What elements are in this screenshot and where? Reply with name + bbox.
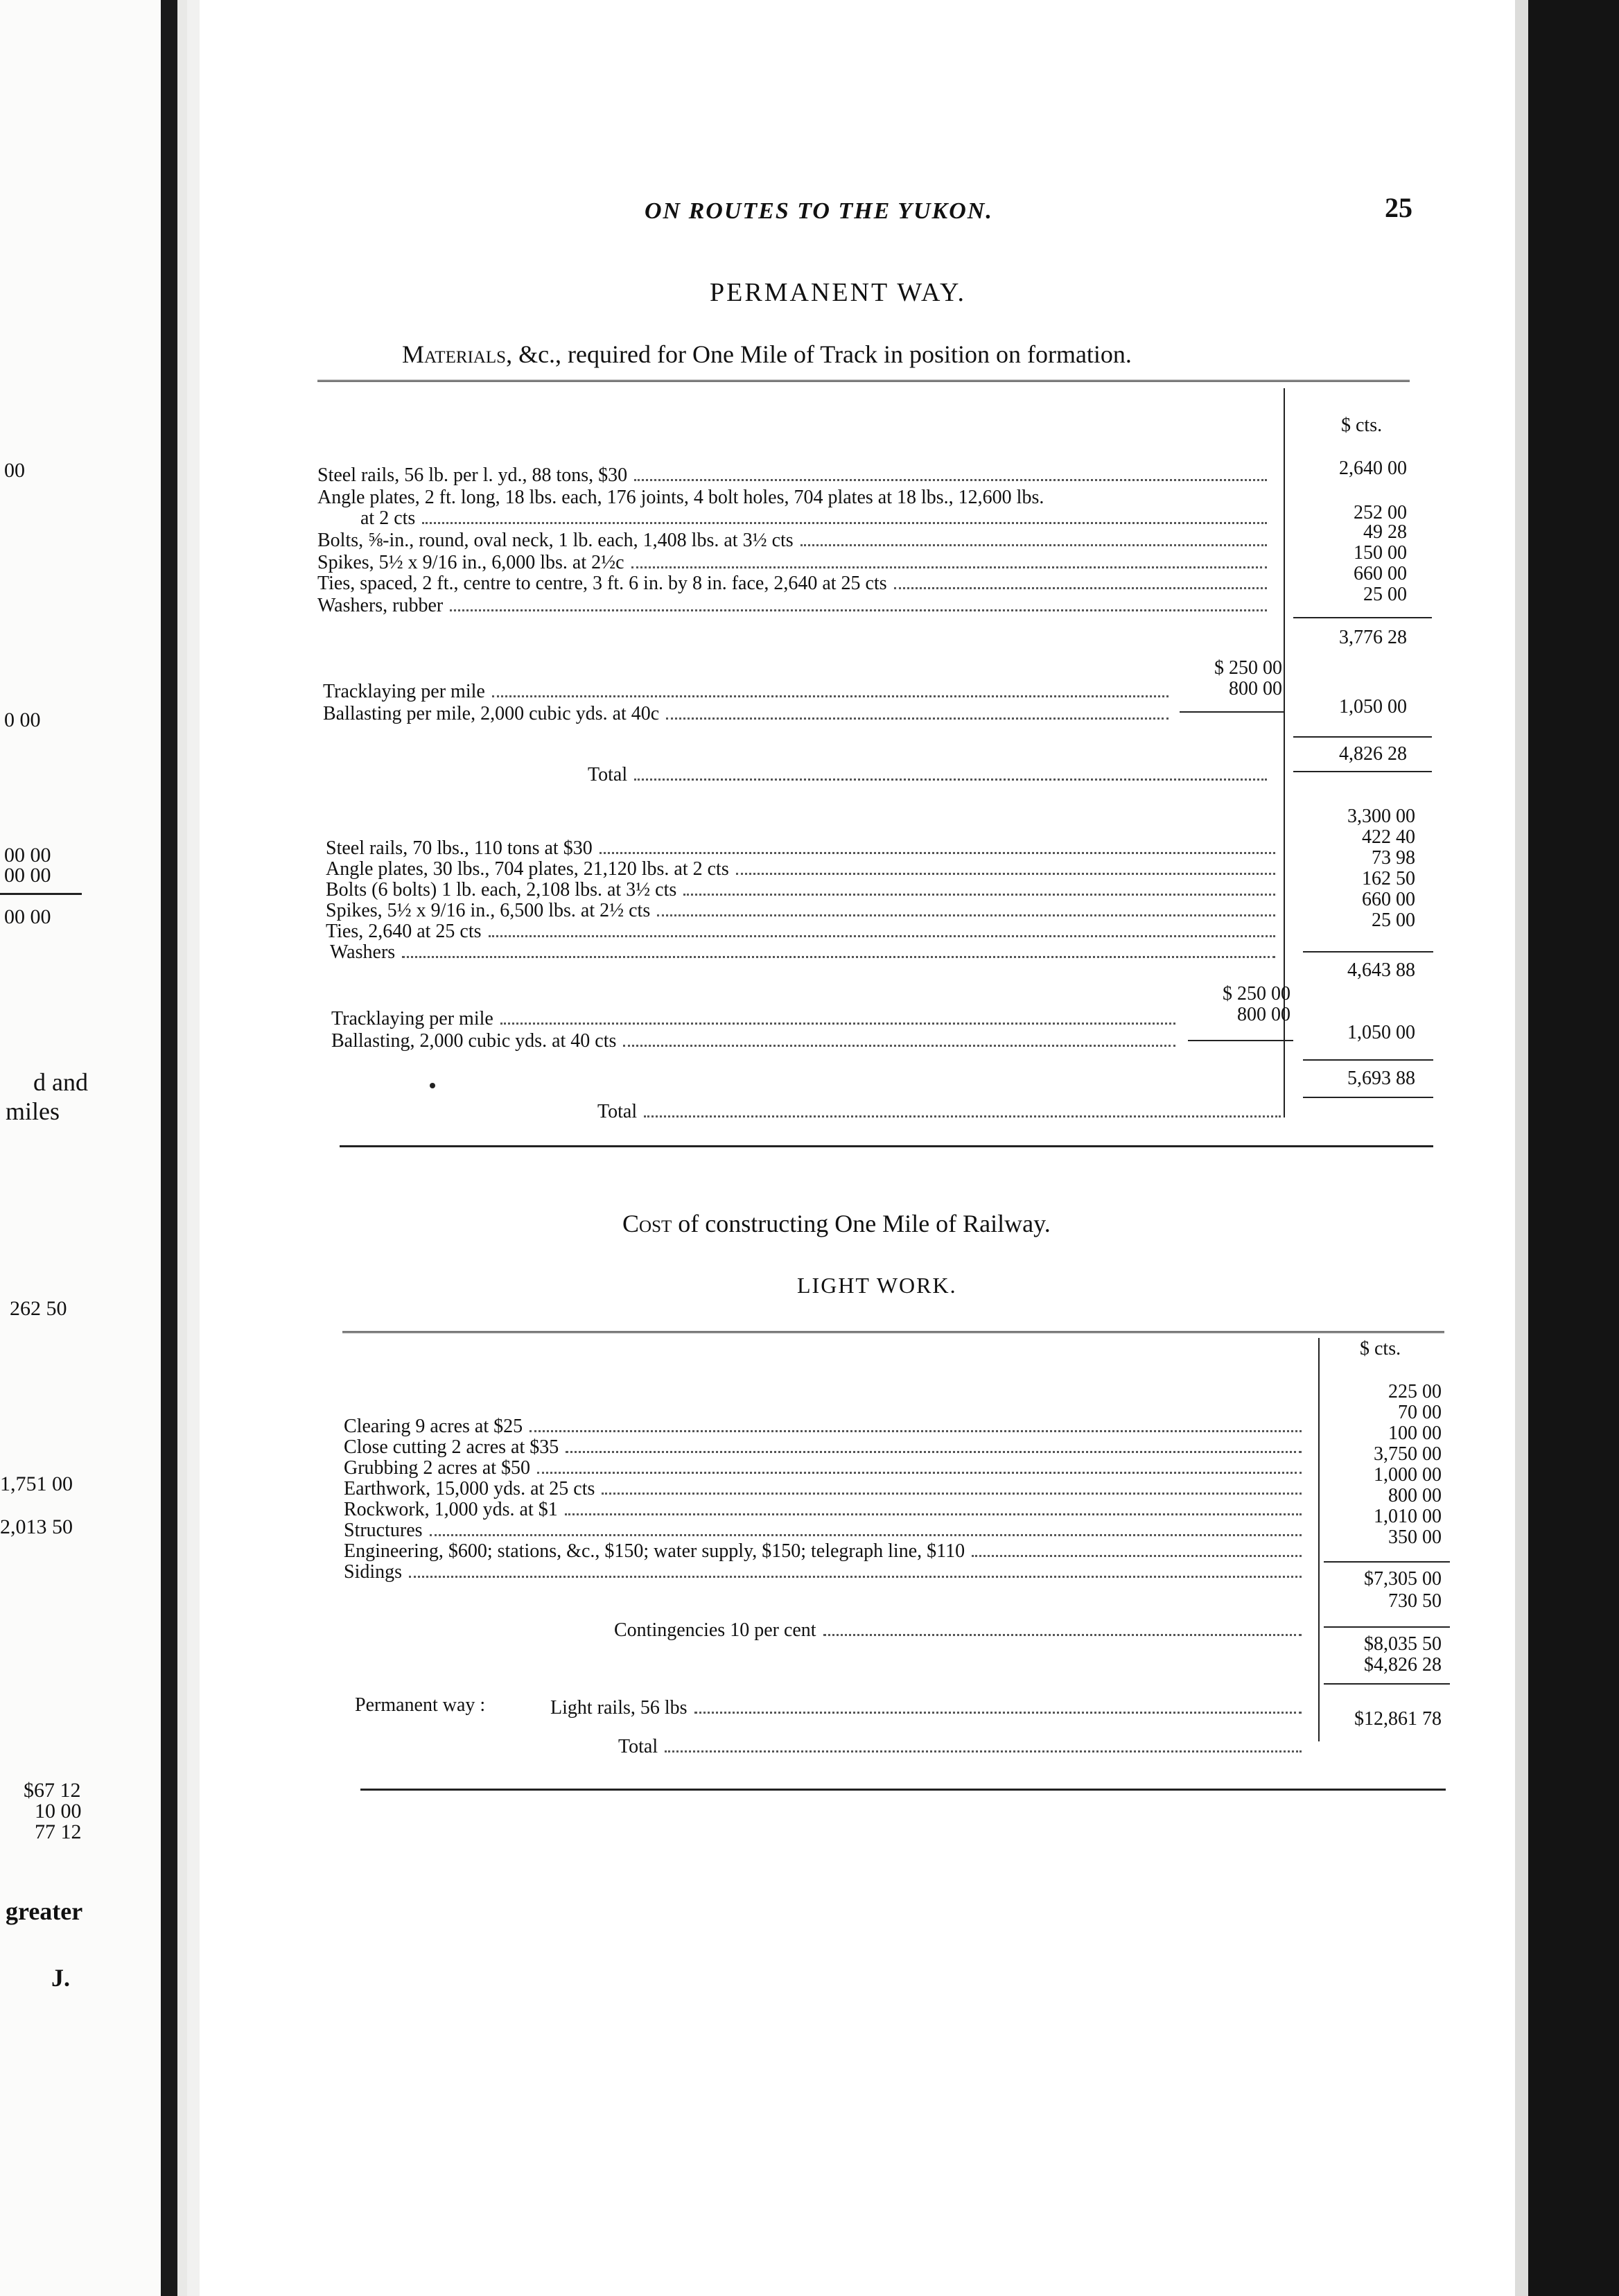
sum-rule	[1293, 736, 1432, 738]
table-row: Spikes, 5½ x 9/16 in., 6,500 lbs. at 2½ cts	[326, 898, 1282, 922]
row-amount: 25 00	[1372, 910, 1415, 931]
left-fragment: 77 12	[35, 1820, 82, 1843]
row-amount: 162 50	[1362, 868, 1415, 889]
row-amount: 150 00	[1354, 542, 1407, 564]
table-row: Sidings	[344, 1560, 1309, 1583]
left-fragment: 262 50	[10, 1297, 67, 1320]
total-row: Total	[588, 763, 1274, 786]
table-row: Ties, 2,640 at 25 cts	[326, 919, 1282, 943]
column-header: $ cts.	[1360, 1338, 1401, 1359]
table-row: Structures	[344, 1518, 1309, 1542]
column-divider	[1318, 1338, 1320, 1741]
left-fragment: 00	[4, 459, 25, 482]
row-amount: 422 40	[1362, 826, 1415, 848]
left-fragment: d and	[33, 1068, 88, 1096]
page-right-margin	[1515, 0, 1528, 2296]
sum-rule	[1303, 1059, 1433, 1061]
subtitle-rest: , &c., required for One Mile of Track in position on formation.	[506, 340, 1132, 368]
table-row: Tracklaying per mile	[331, 1007, 1182, 1030]
total-row: Total	[597, 1099, 1288, 1123]
row-amount: 225 00	[1388, 1381, 1442, 1402]
table-row: Steel rails, 56 lb. per l. yd., 88 tons, $30	[317, 463, 1274, 487]
total-rule	[1303, 1097, 1433, 1098]
row-amount: 660 00	[1354, 563, 1407, 584]
permanent-way-amount: $4,826 28	[1364, 1654, 1442, 1676]
left-fragment: 00 00	[4, 864, 51, 887]
table-row: Rockwork, 1,000 yds. at $1	[344, 1497, 1309, 1521]
labour-amount: 800 00	[1229, 678, 1282, 699]
row-amount: 1,010 00	[1374, 1506, 1442, 1527]
section-end-rule	[360, 1789, 1446, 1791]
total-amount: 4,826 28	[1339, 743, 1407, 765]
row-amount: 49 28	[1363, 521, 1407, 543]
subtotal-amount: $7,305 00	[1364, 1568, 1442, 1590]
total-amount: $12,861 78	[1354, 1708, 1442, 1730]
page-shadow	[187, 0, 200, 2296]
subtotal-amount: 3,776 28	[1339, 627, 1407, 648]
construction-title	[622, 1209, 1051, 1238]
left-rule	[0, 893, 82, 895]
labour-amount: 800 00	[1237, 1004, 1290, 1025]
contingencies-row: Contingencies 10 per cent	[614, 1618, 1309, 1642]
table-row: Bolts (6 bolts) 1 lb. each, 2,108 lbs. at 3½ cts	[326, 878, 1282, 901]
section-title: PERMANENT WAY.	[710, 278, 967, 307]
row-amount: 73 98	[1372, 847, 1415, 869]
page-number: 25	[1385, 192, 1412, 223]
sum-rule	[1324, 1683, 1450, 1685]
contingencies-amount: 730 50	[1388, 1590, 1442, 1612]
left-fragment: 0 00	[4, 708, 41, 731]
table-row: Steel rails, 70 lbs., 110 tons at $30	[326, 836, 1282, 860]
table-row: Angle plates, 30 lbs., 704 plates, 21,120 lbs. at 2 cts	[326, 857, 1282, 880]
left-fragment: 1,751 00	[0, 1472, 73, 1495]
permanent-way-label: Permanent way :	[355, 1694, 486, 1716]
row-amount: 2,640 00	[1339, 458, 1407, 479]
table-row: Ties, spaced, 2 ft., centre to centre, 3 ft. 6 in. by 8 in. face, 2,640 at 25 cts	[317, 571, 1274, 595]
labour-total: 1,050 00	[1339, 696, 1407, 718]
column-header: $ cts.	[1341, 415, 1383, 436]
table-row: Washers	[330, 940, 1282, 964]
row-amount: 1,000 00	[1374, 1464, 1442, 1486]
table-row: Washers, rubber	[317, 593, 1274, 617]
left-fragment: 2,013 50	[0, 1515, 73, 1538]
section-subtitle	[402, 340, 1132, 369]
table-row: at 2 cts	[360, 506, 1274, 530]
labour-rule	[1188, 1040, 1293, 1041]
running-title: ON ROUTES TO THE YUKON.	[645, 198, 993, 224]
table-top-rule	[342, 1331, 1444, 1336]
table-row: Ballasting, 2,000 cubic yds. at 40 cts	[331, 1029, 1182, 1052]
book-spine-edge	[161, 0, 177, 2296]
row-amount: 70 00	[1398, 1402, 1442, 1423]
table-row: Engineering, $600; stations, &c., $150; water supply, $150; telegraph line, $110	[344, 1539, 1309, 1563]
table-row: Close cutting 2 acres at $35	[344, 1435, 1309, 1459]
row-amount: 3,300 00	[1347, 806, 1415, 827]
left-fragment: greater	[6, 1897, 83, 1925]
sum-rule	[1293, 617, 1432, 618]
table-row: Grubbing 2 acres at $50	[344, 1456, 1309, 1479]
scan-right-edge	[1528, 0, 1619, 2296]
table-row: Spikes, 5½ x 9/16 in., 6,000 lbs. at 2½c	[317, 550, 1274, 574]
construction-title-rest: of constructing One Mile of Railway.	[672, 1210, 1051, 1237]
row-amount: 252 00	[1354, 502, 1407, 523]
sum-rule	[1303, 951, 1433, 953]
construction-subtitle: LIGHT WORK.	[797, 1273, 957, 1298]
subtotal-amount: 4,643 88	[1347, 959, 1415, 981]
labour-rule	[1180, 711, 1284, 713]
total-row: Total	[618, 1734, 1309, 1758]
left-fragment: 00 00	[4, 844, 51, 867]
left-page-strip	[0, 0, 161, 2296]
row-amount: 350 00	[1388, 1527, 1442, 1548]
row-amount: 800 00	[1388, 1485, 1442, 1506]
table-top-rule	[317, 380, 1410, 385]
table-row: Bolts, ⅝-in., round, oval neck, 1 lb. each, 1,408 lbs. at 3½ cts	[317, 528, 1274, 552]
row-amount: 100 00	[1388, 1423, 1442, 1444]
row-amount: 25 00	[1363, 584, 1407, 605]
left-fragment: $67 12	[24, 1779, 81, 1802]
table-row: Ballasting per mile, 2,000 cubic yds. at 40c	[323, 702, 1175, 725]
construction-title-small-caps: Cost	[622, 1210, 672, 1237]
sum-rule	[1324, 1626, 1450, 1628]
left-fragment: J.	[51, 1964, 70, 1992]
table-row: Earthwork, 15,000 yds. at 25 cts	[344, 1477, 1309, 1500]
left-fragment: 00 00	[4, 905, 51, 928]
table-row: Tracklaying per mile	[323, 679, 1175, 703]
sum-amount: $8,035 50	[1364, 1633, 1442, 1655]
row-amount: 3,750 00	[1374, 1443, 1442, 1465]
left-fragment: miles	[6, 1097, 60, 1125]
sum-rule	[1324, 1561, 1450, 1563]
table-row: Angle plates, 2 ft. long, 18 lbs. each, 176 joints, 4 bolt holes, 704 plates at 18 lbs., 12,600 lbs.	[317, 487, 1044, 508]
labour-total: 1,050 00	[1347, 1022, 1415, 1043]
total-amount: 5,693 88	[1347, 1068, 1415, 1089]
total-rule	[1293, 771, 1432, 772]
labour-amount: $ 250 00	[1223, 983, 1290, 1004]
table-row: Clearing 9 acres at $25	[344, 1414, 1309, 1438]
left-fragment: 10 00	[35, 1800, 82, 1823]
page-gutter	[177, 0, 187, 2296]
subtitle-small-caps: Materials	[402, 340, 507, 368]
labour-amount: $ 250 00	[1214, 657, 1282, 679]
stray-dot	[430, 1083, 435, 1088]
row-amount: 660 00	[1362, 889, 1415, 910]
section-end-rule	[340, 1145, 1433, 1147]
light-rails-row: Light rails, 56 lbs	[550, 1696, 1309, 1719]
